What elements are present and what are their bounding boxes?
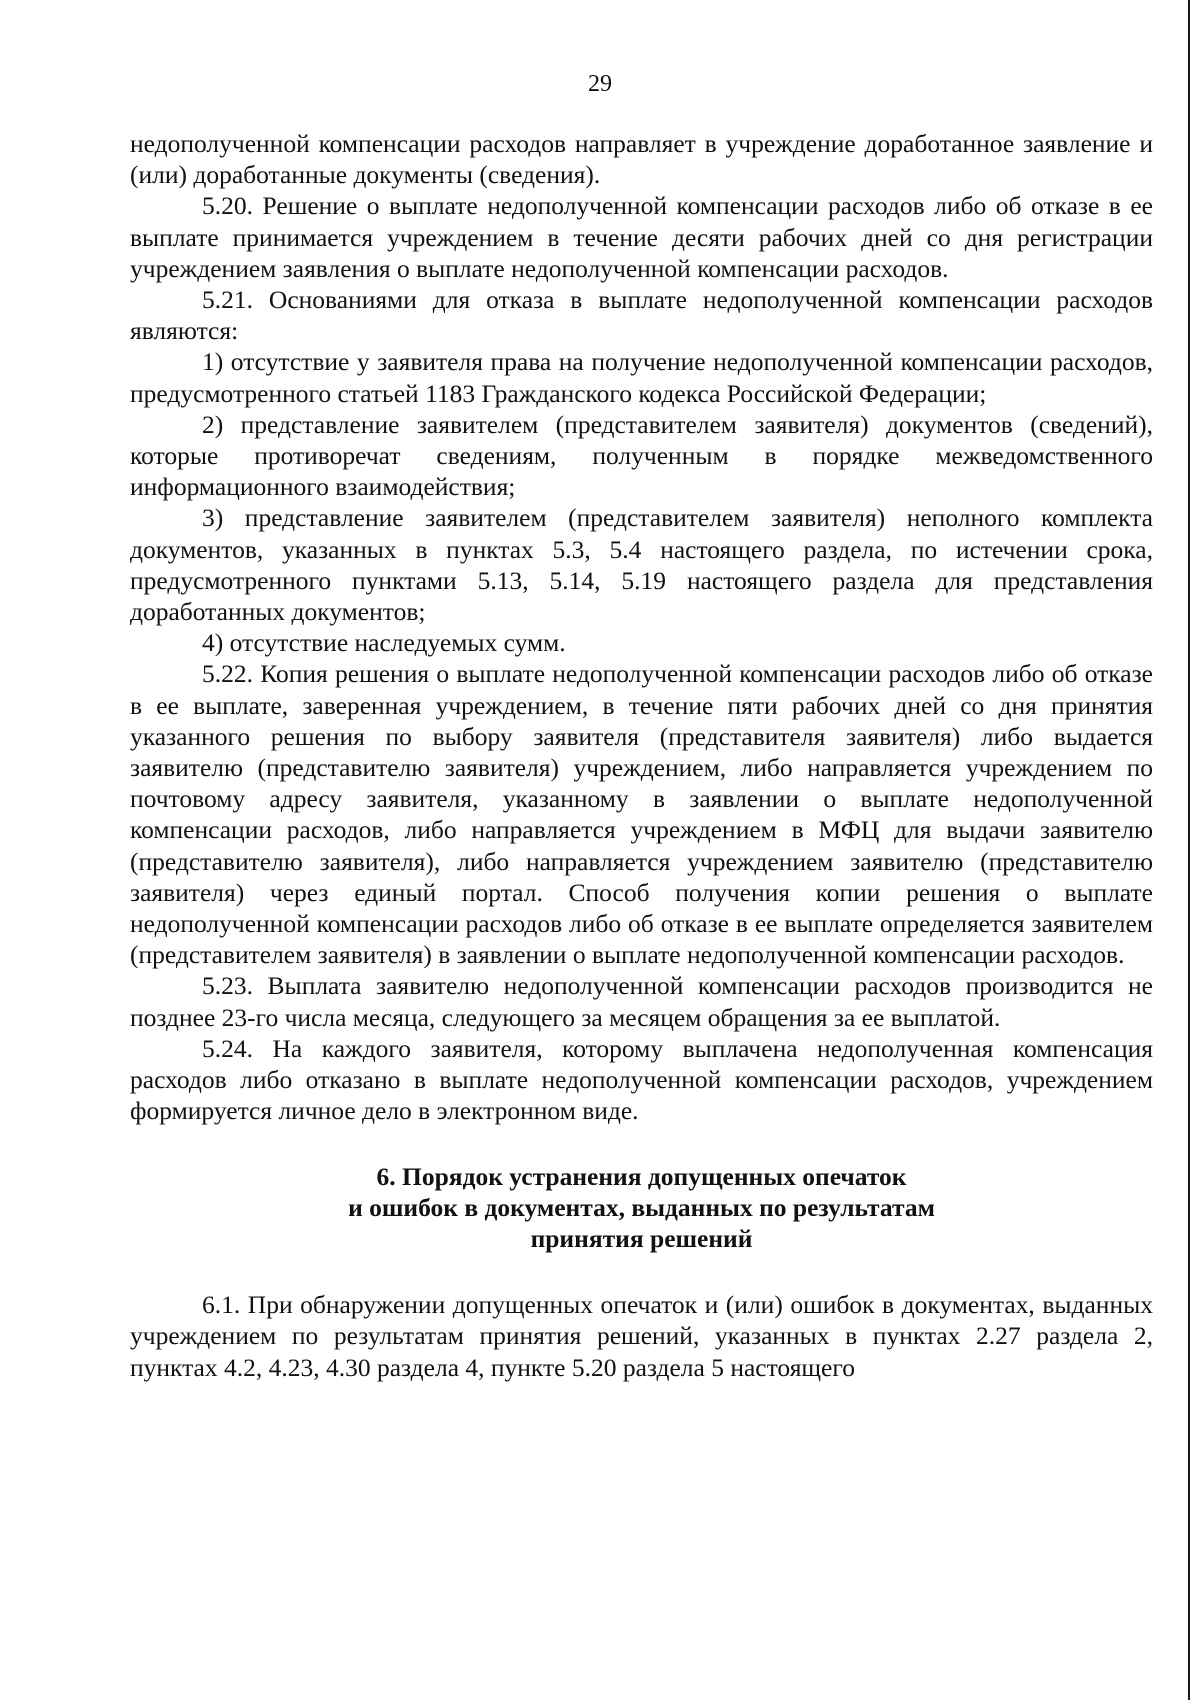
- paragraph: недополученной компенсации расходов направляет в учреждение доработанное заявление и (или) доработанные документы (сведения).: [130, 129, 1153, 190]
- paragraph: 5.21. Основаниями для отказа в выплате недополученной компенсации расходов являются:: [130, 285, 1153, 346]
- section-heading-line: 6. Порядок устранения допущенных опечаток: [376, 1161, 907, 1191]
- paragraph: 6.1. При обнаружении допущенных опечаток и (или) ошибок в документах, выданных учреждением по результатам принятия решений, указанных в пунктах 2.27 раздела 2, пунктах 4.2, 4.23, 4.30 раздела 4, пункте 5.20 раздела 5 настоящего: [130, 1290, 1153, 1382]
- page-edge-line: [1188, 0, 1190, 1700]
- document-body: [130, 128, 1153, 1383]
- section-heading-line: и ошибок в документах, выданных по результатам: [348, 1192, 935, 1222]
- list-item: 2) представление заявителем (представителем заявителя) документов (сведений), которые противоречат сведениям, полученным в порядке межведомственного информационного взаимодействия;: [130, 409, 1153, 502]
- paragraph: 5.22. Копия решения о выплате недополученной компенсации расходов либо об отказе в ее выплате, заверенная учреждением, в течение пяти рабочих дней со дня принятия указанного решения по выбору заявителя (представителя заявителя) либо выдается заявителю (представителю заявителя) учреждением, либо направляется учреждением по почтовому адресу заявителя, указанному в заявлении о выплате недополученной компенсации расходов, либо направляется учреждением в МФЦ для выдачи заявителю (представителю заявителя), либо направляется учреждением заявителю (представителю заявителя) через единый портал. Способ получения копии решения о выплате недополученной компенсации расходов либо об отказе в ее выплате определяется заявителем (представителем заявителя) в заявлении о выплате недополученной компенсации расходов.: [130, 659, 1153, 970]
- paragraph: 5.24. На каждого заявителя, которому выплачена недополученная компенсация расходов либо отказано в выплате недополученной компенсации расходов, учреждением формируется личное дело в электронном виде.: [130, 1033, 1153, 1126]
- paragraph: 5.23. Выплата заявителю недополученной компенсации расходов производится не позднее 23-го числа месяца, следующего за месяцем обращения за ее выплатой.: [130, 971, 1153, 1032]
- paragraph: 5.20. Решение о выплате недополученной компенсации расходов либо об отказе в ее выплате принимается учреждением в течение десяти рабочих дней со дня регистрации учреждением заявления о выплате недополученной компенсации расходов.: [130, 191, 1153, 283]
- section-heading-line: принятия решений: [530, 1223, 753, 1253]
- page-number: 29: [588, 71, 612, 97]
- list-item: 3) представление заявителем (представителем заявителя) неполного комплекта документов, указанных в пунктах 5.3, 5.4 настоящего раздела, по истечении срока, предусмотренного пунктами 5.13, 5.14, 5.19 настоящего раздела для представления доработанных документов;: [130, 503, 1153, 627]
- section-heading: [130, 1161, 1153, 1255]
- list-item: 1) отсутствие у заявителя права на получение недополученной компенсации расходов, предусмотренного статьей 1183 Гражданского кодекса Российской Федерации;: [130, 347, 1153, 408]
- list-item: 4) отсутствие наследуемых сумм.: [202, 628, 566, 658]
